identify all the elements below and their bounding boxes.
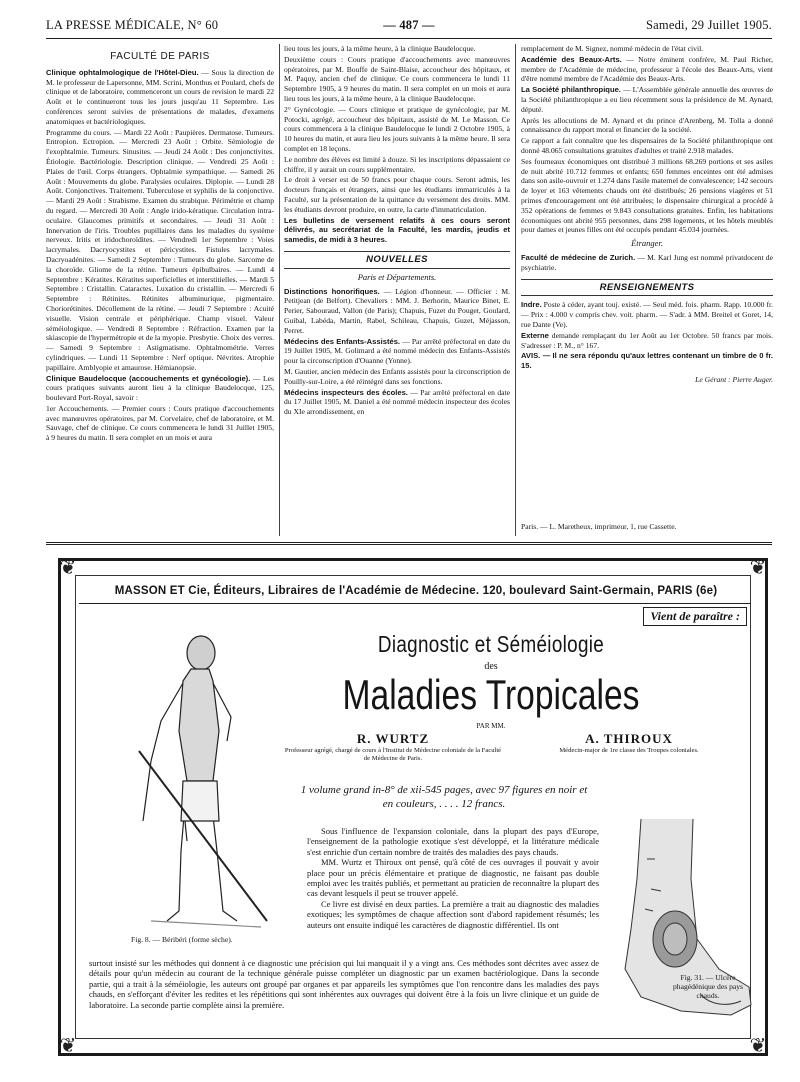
gerant-signature: Le Gérant : Pierre Auger. — [695, 374, 773, 384]
news-text: Ses fourneaux économiques ont distribué 3 millions 68.269 portions et ses asiles de nuit abrité 10.712 femmes et enfants; 650 femmes enceintes ont été admises dans son asile-ouvroir et 1.274 dans l'asile maternel de convalescence; 142 secours de loyer et 163 vêtements chauds ont été distribués; 26 pensions viagères et 51 primes d'encouragement ont été attribuées; le dispensaire chirurgical a procédé à 352 opérations de femmes et 9.843 consultations gratuites. Enfin, les habitations économiques ont abrité 955 personnes, dans 298 logements, et les hôtels meublés pour dames et jeunes filles ont été occupés pendant 45.034 journées. — [521, 156, 773, 235]
authors-intro: PAR MM. — [476, 722, 506, 730]
author-name: R. WURTZ — [356, 731, 430, 746]
article-text: Deuxième cours : Cours pratique d'accouchements avec manœuvres opératoires, par M. Bouffe de Saint-Blaise, accoucheur des hôpitaux, et M. Paquy, ancien chef de clinique. Ce cours commencera le lundi 11 Septembre 1905, à 9 heures du matin. Il sera complet en un mois et aura lieu tous les jours, à la même heure, à la clinique Baudelocque. — [284, 54, 510, 103]
news-heading: Distinctions honorifiques. — [284, 286, 380, 296]
article-text: Les bulletins de versement relatifs à ces cours seront délivrés, au secrétariat de la Faculté, les mardis, jeudis et samedis, de midi à 3 heures. — [284, 215, 510, 245]
column-3 — [521, 44, 773, 536]
article-text: Le nombre des élèves est limité à douze. Si les inscriptions dépassaient ce chiffre, il y aurait un cours supplémentaire. — [284, 154, 510, 174]
vient-de-paraitre: Vient de paraître : — [643, 607, 747, 626]
news-text: — Par arrêté préfectoral en date du 17 Juillet 1905, M. Daniel a été nommé médecin inspecteur des écoles du XIe arrondissement, en — [284, 387, 510, 417]
news-item — [284, 287, 510, 336]
ad-body-continued: surtout insisté sur les méthodes qui donnent à ce diagnostic une précision qui lui manquait il y a vingt ans. Ces méthodes sont décrites avec assez de détails pour qu'un médecin au courant de la technique générale puisse compléter un diagnostic par un examen bactériologique. Dans la seconde partie, qui a trait à la séméiologie, les auteurs ont groupé par organes et par appareils les symptômes que l'on rencontre dans les maladies des pays chauds, en s'efforçant d'éviter les redites et les répétitions qui sont inhérentes aux ouvrages qui doivent être à la fois un livre clinique et un guide de laboratoire. La seconde partie complète ainsi la première. — [89, 958, 599, 1010]
ad-paragraph: MM. Wurtz et Thiroux ont pensé, qu'à côté de ces ouvrages il pouvait y avoir place pour un précis élémentaire et pratique de diagnostic, ne faisant pas double emploi avec les traités publiés, et permettant au praticien de reconnaître la plupart des cas devant lesquels il peut se trouver appelé. — [307, 857, 599, 899]
subsection-title: Étranger. — [631, 238, 663, 249]
news-item — [284, 388, 510, 417]
book-title-des: des — [484, 661, 498, 672]
news-text: — Par arrêté préfectoral en date du 19 Juillet 1905, M. Golimard a été nommé médecin des Enfants-Assistés pour la circonscription d'Ouanne (Yonne). — [284, 336, 510, 366]
article-text: — Sous la direction de M. le professeur de Lapersonne, MM. Scrini, Monthus et Poulard, chefs de clinique et de laboratoire, commenceront un cours de revision le mardi 22 Août et le continueront tous les jours jusqu'au 11 Septembre. Les conférences seront suivies de présentations de malades, d'examens anatomiques et bactériologiques. — [46, 67, 274, 126]
figure-caption: Fig. 8. — Béribéri (forme sèche). — [131, 935, 233, 944]
notice-item — [521, 331, 773, 351]
column-2 — [284, 44, 510, 536]
article-heading: Clinique ophtalmologique de l'Hôtel-Dieu. — [46, 67, 199, 77]
article-baudelocque — [46, 374, 274, 403]
news-text: remplacement de M. Signez, nommé médecin de l'état civil. — [521, 44, 704, 53]
figure-caption: Fig. 31. — Ulcère phagédénique des pays chauds. — [672, 973, 743, 1000]
publisher-line: MASSON ET Cie, Éditeurs, Libraires de l'Académie de Médecine. 120, boulevard Saint-Germain, PARIS (6e) — [114, 585, 718, 597]
page-header — [46, 18, 772, 40]
news-item — [521, 55, 773, 84]
volume-info: 1 volume grand in-8° de xii-545 pages, avec 97 figures en noir et en couleurs, . . . . 12 francs. — [300, 784, 588, 810]
column-divider — [515, 44, 516, 536]
news-heading: Médecins des Enfants-Assistés. — [284, 336, 401, 346]
journal-title: LA PRESSE MÉDICALE, N° 60 — [46, 18, 219, 32]
ornament-icon: ❦ — [749, 1035, 767, 1057]
notice-heading: Indre. — [521, 300, 542, 310]
subsection-title: Paris et Départements. — [357, 271, 437, 282]
section-title: FACULTÉ DE PARIS — [110, 51, 210, 62]
notice-text: demande remplaçant du 1er Août au 1er Octobre. 50 francs par mois. S'adresser : P. M., n° 167. — [521, 330, 773, 350]
news-item — [521, 85, 773, 114]
nouvelles-heading: NOUVELLES — [284, 251, 510, 269]
news-heading: Médecins inspecteurs des écoles. — [284, 387, 408, 397]
notice-heading: AVIS. — [521, 351, 541, 361]
author-1 — [283, 731, 503, 762]
news-item — [284, 337, 510, 366]
news-text: Après les allocutions de M. Aynard et du prince d'Arenberg, M. Tolla a donné connaissance du rapport moral et financier de la société. — [521, 115, 773, 135]
column-1 — [46, 44, 274, 536]
news-text: Ce rapport a fait connaître que les dispensaires de la Société philanthropique ont donné 48.065 consultations gratuites d'adultes et traité 2.918 malades. — [521, 136, 773, 155]
article-text: — Les cours pratiques suivants auront lieu à la clinique Baudelocque, 125, boulevard Port-Royal, savoir : — [46, 373, 274, 403]
news-text: — Notre éminent confrère, M. Paul Richer, membre de l'Académie de médecine, professeur à l'école des Beaux-Arts, vient d'être nommé membre de l'Académie des Beaux-Arts. — [521, 54, 773, 84]
article-text: 2° Gynécologie. — Cours clinique et pratique de gynécologie, par M. Potocki, agrégé, accoucheur des hôpitaux, assisté de M. Le Masson. Ce cours commencera à la clinique Baudelocque le lundi 2 Octobre 1905, à 10 heures du matin, et aura lieu les jours suivants à la même heure. Il sera complet en 18 leçons. — [284, 104, 510, 153]
news-text: — L'Assemblée générale annuelle des œuvres de la Société philanthropique a eu lieu récemment sous la présidence de M. Aynard, député. — [521, 85, 773, 114]
author-description: Médecin-major de 1re classe des Troupes coloniales. — [559, 747, 699, 754]
ad-paragraph: Sous l'influence de l'expansion coloniale, dans la plupart des pays d'Europe, l'enseignement de la pathologie exotique s'est développé, et la littérature médicale s'est enrichie d'un certain nombre de traités des maladies des pays chauds. — [307, 826, 599, 857]
ornament-icon: ❦ — [59, 1035, 77, 1057]
header-rule — [46, 38, 772, 39]
news-text: — M. Karl Jung est nommé privatdocent de psychiatrie. — [521, 252, 773, 272]
content-bottom-rule — [46, 542, 772, 545]
author-name: A. THIROUX — [585, 731, 673, 746]
issue-date: Samedi, 29 Juillet 1905. — [646, 18, 772, 32]
page-number: — 487 — — [383, 18, 435, 32]
column-divider — [279, 44, 280, 536]
article-heading: Clinique Baudelocque (accouchements et gynécologie). — [46, 373, 251, 383]
author-2 — [529, 731, 729, 755]
news-heading: Académie des Beaux-Arts. — [521, 54, 622, 64]
article-ophtalmo — [46, 68, 274, 127]
article-text: 1er Accouchements. — Premier cours : Cours pratique d'accouchements avec manœuvres opératoires, par M. Corvelaire, chef de laboratoire, et M. Sauvage, chef de clinique. Ce cours commencera le lundi 31 Juillet 1905, à 9 heures du matin. Il sera complet en un mois et aura — [46, 403, 274, 443]
news-heading: La Société philanthropique. — [521, 85, 621, 95]
ornament-icon: ❦ — [749, 557, 767, 579]
ad-paragraph: Ce livre est divisé en deux parties. La première a trait au diagnostic des maladies exotiques; les symptômes de chaque affection sont d'abord rapidement résumés; les auteurs ont ensuite indiqué les caractères de diagnostic différentiel. Ils ont — [307, 898, 599, 930]
ad-body-text — [307, 826, 599, 930]
printer-imprint: Paris. — L. Maretheux, imprimeur, 1, rue Cassette. — [521, 522, 677, 531]
news-text: — Légion d'honneur. — Officier : M. Petitjean (de Belfort). Chevaliers : MM. J. Berhorin, Maurice Binet, E. Perier, Sabouraud, Vallon (de Paris); Chapuis, Fuzet du Pouget, Goulard, Guibal, Labéda, Martin, Rabel, Schileau, Chapuis, Guzet, Méjasson, Perret. — [284, 286, 510, 335]
notice-text: — Il ne sera répondu qu'aux lettres contenant un timbre de 0 fr. 15. — [521, 351, 773, 371]
book-advertisement — [58, 558, 768, 1056]
renseignements-heading: RENSEIGNEMENTS — [521, 279, 773, 297]
notice-item — [521, 351, 773, 371]
news-heading: Faculté de médecine de Zurich. — [521, 252, 636, 262]
news-item — [521, 253, 773, 273]
article-text: Le droit à verser est de 50 francs pour chaque cours. Seront admis, les docteurs français et étrangers, ainsi que les étudiants immatriculés à la Faculté, sur la présentation de la quittance du versement des droits. MM. les étudiants devront produire, en outre, la carte d'immatriculation. — [284, 175, 510, 214]
article-text: Programme du cours. — Mardi 22 Août : Paupières. Dermatose. Tumeurs. Entropion. Ectropion. — Mercredi 23 Août : Orbite. Sémiologie de l'exophtalmie. Tumeurs. Sinusites. — Jeudi 24 Août : Des conjonctivites. Étiologie. Bactériologie. Description clinique. — Vendredi 25 Août : Plaies de l'œil. Corps étrangers. Ophtalmie sympathique. — Samedi 26 Août : Mouvements du globe. Paralysies oculaires. Diplopie. — Lundi 28 Août. Conjonctives. Traitement. Tuberculose et syphilis de la conjonctive. — Mardi 29 Août : Strabisme. Examen du strabique. Périmétrie et champ du regard. — Mercredi 30 Août : Angle irido-kératique. Circulation intra-oculaire. Glaucomes primitifs et secondaires. — Jeudi 31 Août : Innervation de l'iris. Troubles pupillaires dans les maladies du système nerveux. Iritis et iridochoroïdites. — Vendredi 1er Septembre : Voies lacrymales. Dacryocystites et péricystites. Fistules lacrymales. Dacryoadénites. — Samedi 2 Septembre : Tumeurs du globe. Sarcome de la choroïde. Gliome de la rétine. Tumeurs épibulbaires. — Lundi 4 Septembre : Kératites. Kératites superficielles et interstitielles. — Mardi 5 Septembre : Cristallin. Cataractes. Luxation du cristallin. — Mercredi 6 Septembre : Rétinites. Rétinites albuminurique, pigmentaire. Choriorétinites. Décollement de la rétine. — Jeudi 7 Septembre : Acuité visuelle. Vision centrale et périphérique. Champ visuel. Valeur séméiologique. — Vendredi 8 Septembre : Réfraction. Examen par la skiascopie de l'hypermétropie et de la myopie. Presbytie. Choix des verres. — Samedi 9 Septembre : Astigmatisme. Ophtalmométrie. Verres cylindriques. — Lundi 11 Septembre : Nerf optique. Névrites. Atrophie papillaire. Amblyopie et amaurose. Hémianopsie. — [46, 127, 274, 372]
ornament-icon: ❦ — [59, 557, 77, 579]
news-text: M. Gautier, ancien médecin des Enfants assistés pour la circonscription de Pouilly-sur-Loire, a été réintégré dans ses fonctions. — [284, 366, 510, 386]
notice-item — [521, 300, 773, 329]
notice-text: Poste à céder, ayant touj. existé. — Seul méd. fois. pharm. Rapp. 10.000 fr. — Prix : 4.000 v compris chev. voit. pharm. — S'adr. à MM. Breitel et Goret, 14, rue Dante (Ve). — [521, 300, 773, 329]
beriberi-figure-illustration — [121, 621, 291, 941]
ad-rule — [79, 603, 751, 604]
author-description: Professeur agrégé, chargé de cours à l'Institut de Médecine coloniale de la Faculté de Médecine de Paris. — [284, 747, 502, 762]
article-text: lieu tous les jours, à la même heure, à la clinique Baudelocque. — [284, 44, 476, 53]
book-title-line2: Maladies Tropicales — [342, 671, 640, 718]
notice-heading: Externe — [521, 330, 549, 340]
book-title-line1: Diagnostic et Séméiologie — [377, 631, 605, 657]
